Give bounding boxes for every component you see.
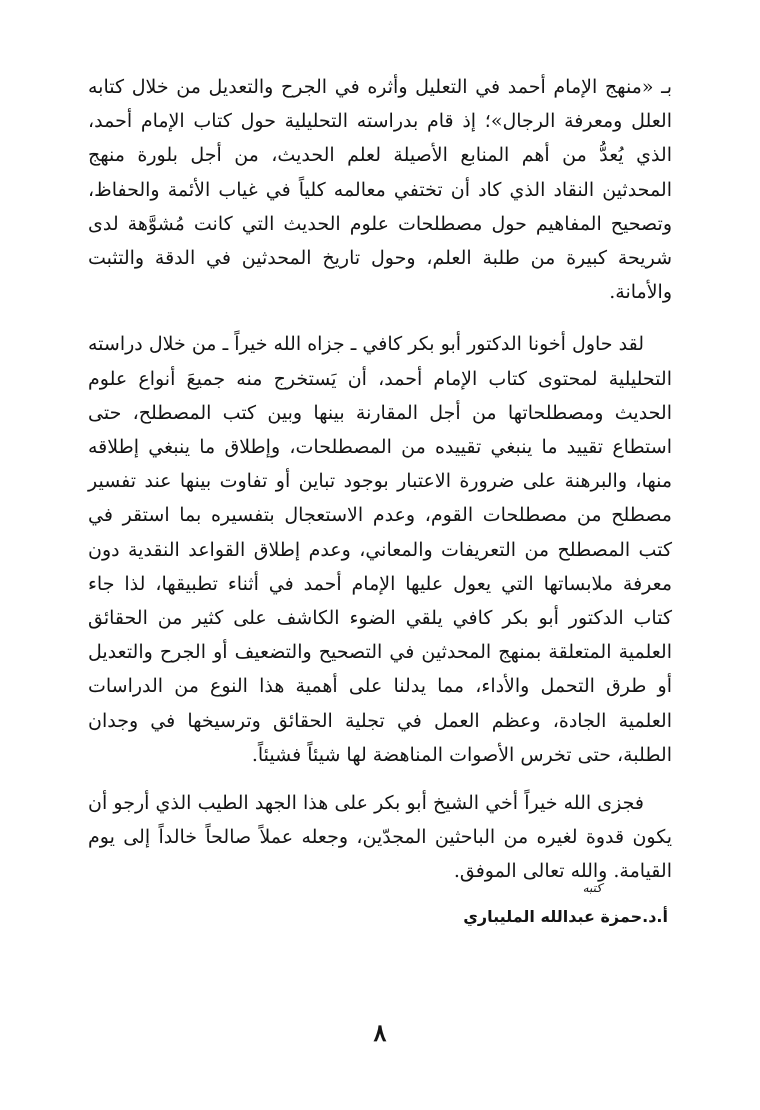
paragraph-2: لقد حاول أخونا الدكتور أبو بكر كافي ـ جزاه الله خيراً ـ من خلال دراسته التحليلية لمحتوى كتاب الإمام أحمد، أن يَستخرج منه جميعَ أنواع علوم الحديث ومصطلحاتها من أجل المقارنة بينها وبين كتب المصطلح، حتى استطاع تقييد ما ينبغي تقييده من المصطلحات، وإطلاق ما ينبغي إطلاقه منها، والبرهنة على ضرورة الاعتبار بوجود تباين أو تفاوت بينها عند تفسير مصطلح من مصطلحات القوم، وعدم الاستعجال بتفسيره بما استقر في كتب المصطلح من التعريفات والمعاني، وعدم إطلاق القواعد النقدية دون معرفة ملابساتها التي يعول عليها الإمام أحمد في أثناء تطبيقها، لذا جاء كتاب الدكتور أبو بكر كافي يلقي الضوء الكاشف على كثير من الحقائق العلمية المتعلقة بمنهج المحدثين في التصحيح والتضعيف أو الجرح والتعديل أو طرق التحمل والأداء، مما يدلنا على أهمية هذا النوع من الدراسات العلمية الجادة، وعظم العمل في تجلية الحقائق وترسيخها في وجدان الطلبة، حتى تخرس الأصوات المناهضة لها شيئاً فشيئاً.: [88, 333, 672, 766]
paragraph-1: بـ «منهج الإمام أحمد في التعليل وأثره في الجرح والتعديل من خلال كتابه العلل ومعرفة الرجال»؛ إذ قام بدراسته التحليلية حول كتاب الإمام أحمد، الذي يُعدُّ من أهم المنابع الأصيلة لعلم الحديث، من أجل بلورة منهج المحدثين النقاد الذي كاد أن تختفي معالمه كلياً في غياب الأئمة والحفاظ، وتصحيح المفاهيم حول مصطلحات علوم الحديث التي كانت مُشوَّهة لدى شريحة كبيرة من طلبة العلم، وحول تاريخ المحدثين في الدقة والتثبت والأمانة.: [88, 76, 672, 304]
page-number: ٨: [373, 1018, 387, 1047]
page-body: [88, 70, 672, 889]
signature-label: كتبه: [582, 881, 602, 895]
signature-block: [463, 880, 668, 930]
signature-name: أ.د.حمزة عبدالله المليباري: [463, 907, 668, 926]
paragraph-3: فجزى الله خيراً أخي الشيخ أبو بكر على هذا الجهد الطيب الذي أرجو أن يكون قدوة لغيره من الباحثين المجدّين، وجعله عملاً صالحاً خالداً إلى يوم القيامة. والله تعالى الموفق.: [88, 792, 672, 883]
